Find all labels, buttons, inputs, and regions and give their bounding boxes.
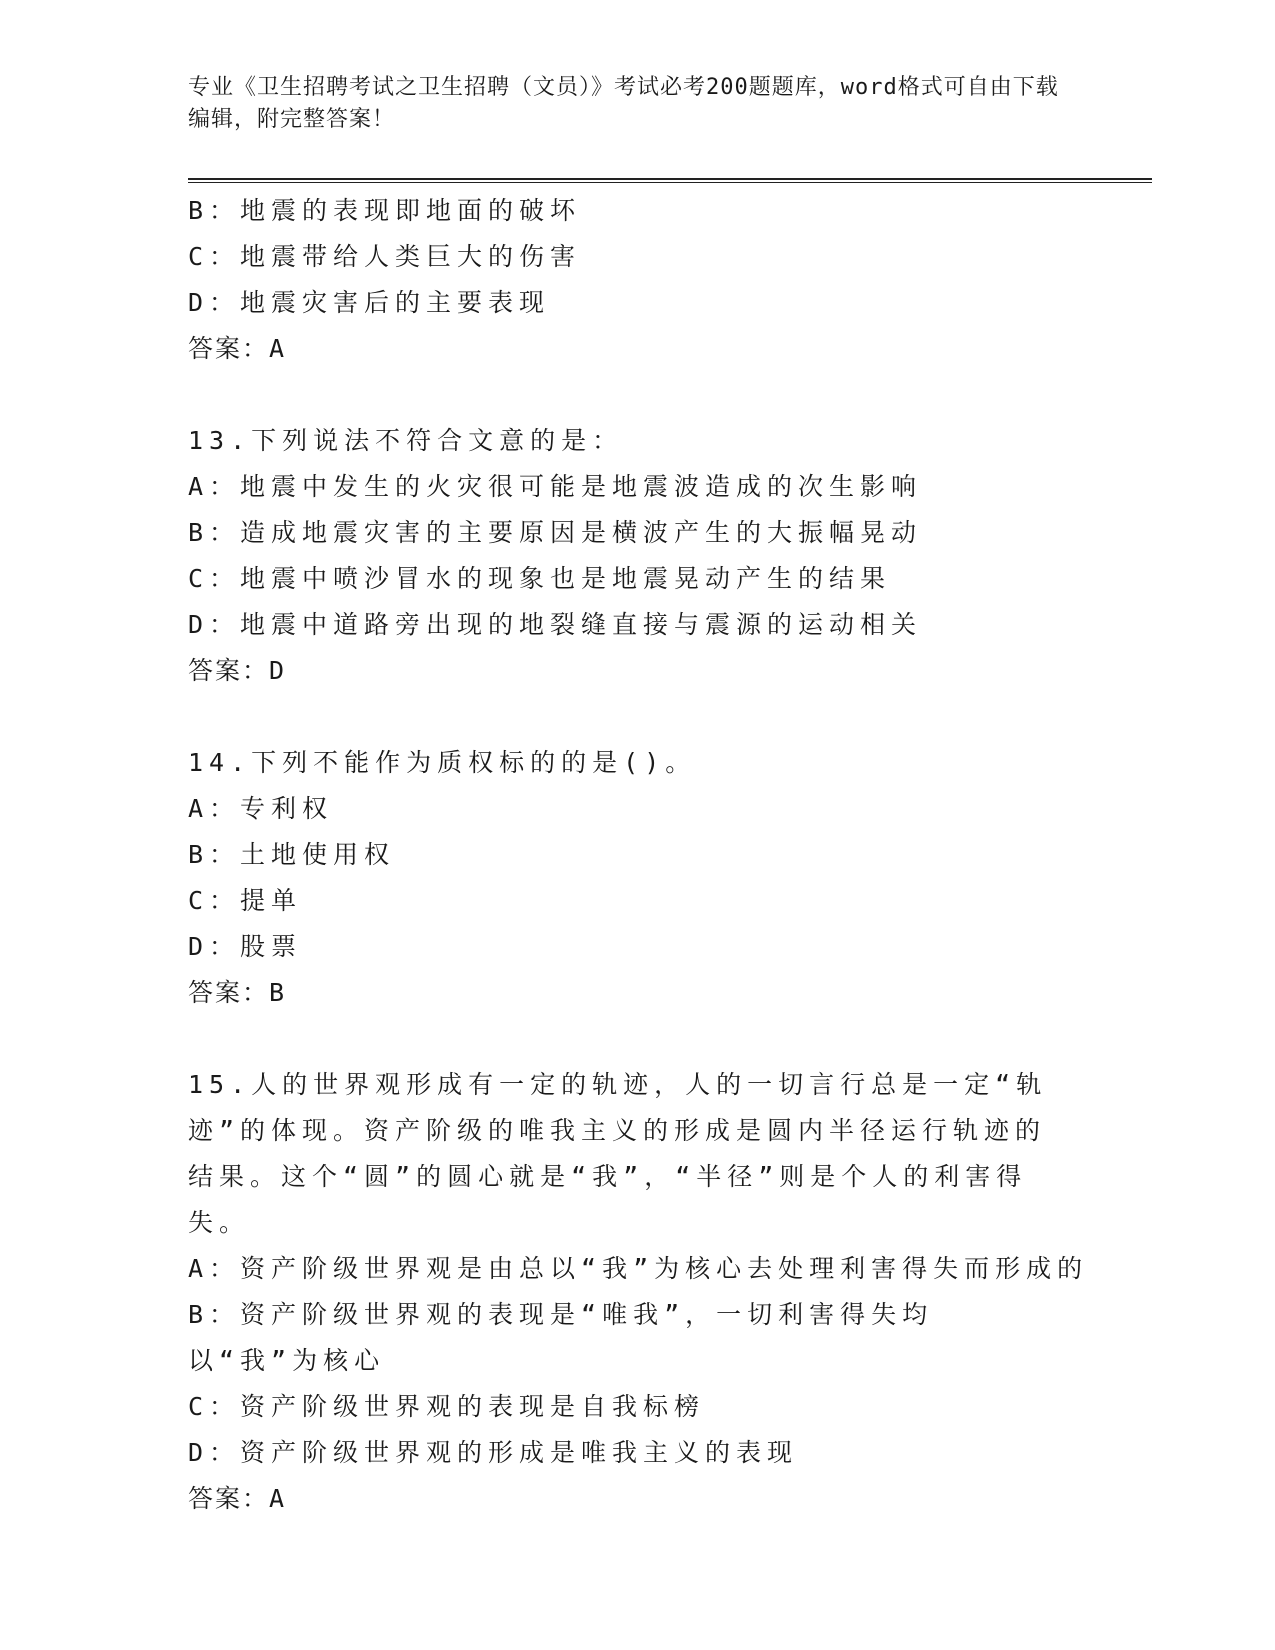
option-c: C：提单 [188,886,303,915]
question-text: 14.下列不能作为质权标的的是()。 [188,748,697,777]
option-d: D：地震灾害后的主要表现 [188,288,551,317]
question-list [188,188,1088,1522]
option-d: D：地震中道路旁出现的地裂缝直接与震源的运动相关 [188,610,923,639]
answer: 答案：A [188,334,287,363]
option-a: A：资产阶级世界观是由总以“我”为核心去处理利害得失而形成的 [188,1254,1089,1283]
question-14 [188,740,1088,1016]
answer: 答案：D [188,656,287,685]
option-c: C：资产阶级世界观的表现是自我标榜 [188,1392,706,1421]
option-b: B：造成地震灾害的主要原因是横波产生的大振幅晃动 [188,518,923,547]
option-c: C：地震带给人类巨大的伤害 [188,242,582,271]
question-12-tail [188,188,1088,372]
option-b: B：资产阶级世界观的表现是“唯我”，一切利害得失均以“我”为核心 [188,1300,934,1375]
option-b: B：地震的表现即地面的破坏 [188,196,582,225]
option-b: B：土地使用权 [188,840,396,869]
question-text: 15.人的世界观形成有一定的轨迹，人的一切言行总是一定“轨迹”的体现。资产阶级的唯我主义的形成是圆内半径运行轨迹的结果。这个“圆”的圆心就是“我”，“半径”则是个人的利害得失。 [188,1070,1048,1237]
spacer [188,372,1088,418]
spacer [188,694,1088,740]
answer: 答案：B [188,978,287,1007]
header-divider [188,178,1152,183]
question-13 [188,418,1088,694]
page-header: 专业《卫生招聘考试之卫生招聘（文员）》考试必考200题题库，word格式可自由下载编辑，附完整答案！ [188,75,1059,132]
question-15 [188,1062,1089,1522]
option-c: C：地震中喷沙冒水的现象也是地震晃动产生的结果 [188,564,892,593]
option-d: D：股票 [188,932,303,961]
option-a: A：专利权 [188,794,334,823]
answer: 答案：A [188,1484,287,1513]
spacer [188,1016,1088,1062]
question-text: 13.下列说法不符合文意的是： [188,426,624,455]
option-a: A：地震中发生的火灾很可能是地震波造成的次生影响 [188,472,923,501]
option-d: D：资产阶级世界观的形成是唯我主义的表现 [188,1438,799,1467]
